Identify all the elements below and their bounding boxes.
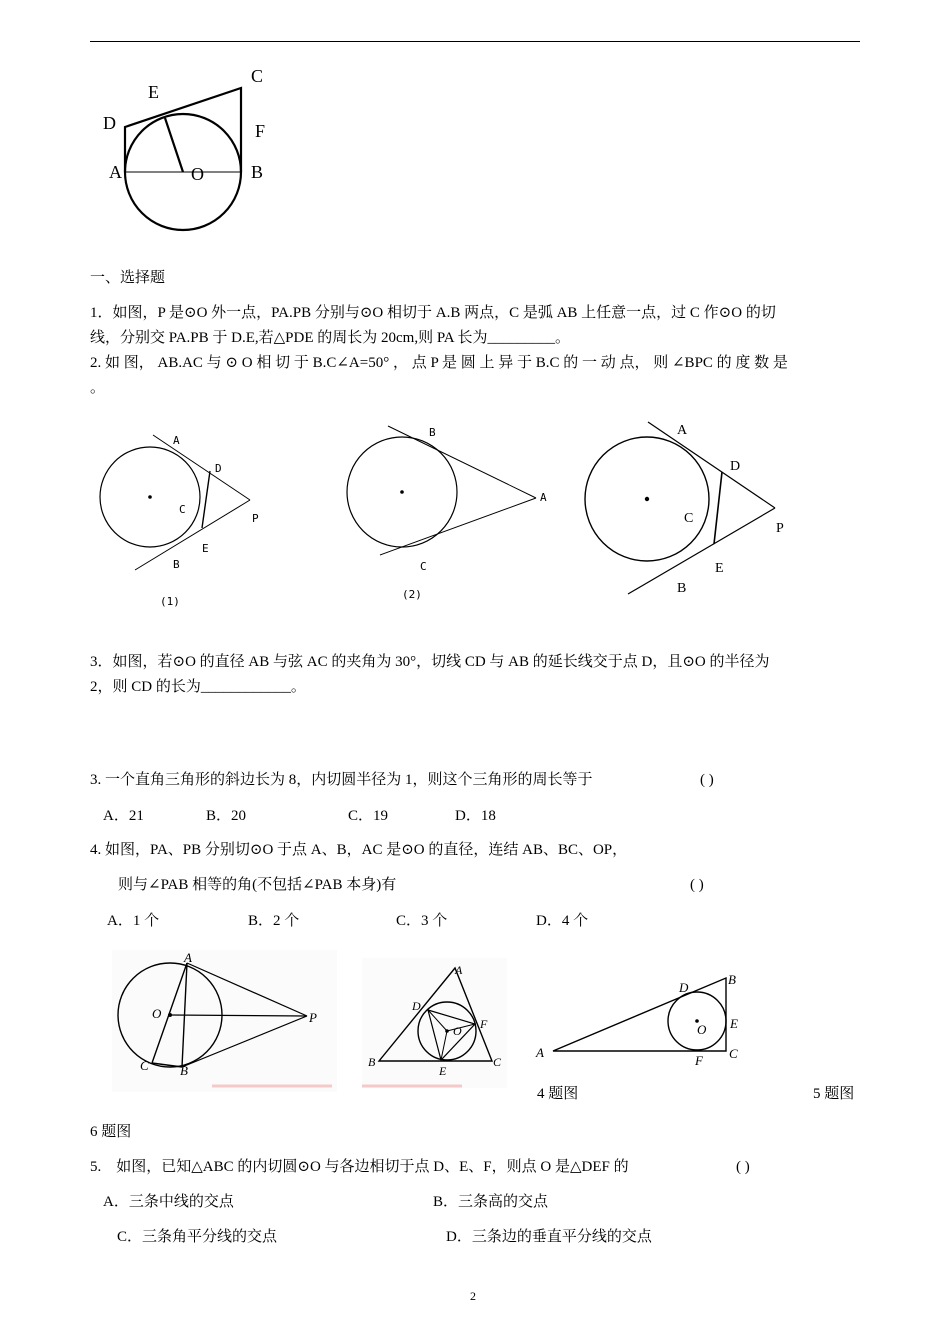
q4-paren: ( )	[690, 877, 704, 893]
fig1-E: E	[202, 542, 209, 555]
fig4-C: C	[140, 1058, 149, 1073]
fig1-P: P	[252, 512, 259, 525]
fig6-C: C	[729, 1046, 738, 1061]
page-number: 2	[470, 1289, 476, 1303]
header-rule	[90, 41, 860, 42]
fig3-E: E	[715, 561, 724, 576]
fig6-E: E	[730, 1016, 738, 1031]
q5-paren: ( )	[736, 1159, 750, 1175]
fig5-D: D	[412, 999, 421, 1013]
label-C: C	[251, 66, 264, 86]
fig3-B: B	[677, 581, 687, 596]
figure-3	[580, 412, 800, 602]
fig5-C: C	[493, 1055, 502, 1069]
q5-option-a: A．三条中线的交点	[103, 1194, 234, 1210]
figure-4	[112, 950, 337, 1092]
q4-option-d: D．4 个	[536, 913, 589, 929]
fig1-D: D	[215, 462, 222, 475]
fig4-B: B	[180, 1063, 188, 1078]
q3b-stem: 3. 一个直角三角形的斜边长为 8，内切圆半径为 1，则这个三角形的周长等于	[90, 772, 593, 788]
q4-option-c: C．3 个	[396, 913, 448, 929]
fig3-C: C	[684, 511, 694, 526]
fig1-B: B	[173, 558, 180, 571]
fig4-A: A	[184, 950, 192, 965]
fig1-A: A	[173, 434, 180, 447]
label-D: D	[103, 113, 116, 133]
label-B: B	[251, 162, 264, 182]
fig2-C: C	[420, 560, 427, 573]
q5-stem: 5. 如图，已知△ABC 的内切圆⊙O 与各边相切于点 D、E、F，则点 O 是△DEF 的	[90, 1159, 629, 1175]
q3a-line2: 2，则 CD 的长为____________。	[90, 679, 306, 695]
q1-line2: 线，分别交 PA.PB 于 D.E,若△PDE 的周长为 20cm,则 PA 长为_________。	[90, 330, 571, 346]
fig2-caption: (2)	[402, 588, 422, 601]
q5-option-b: B．三条高的交点	[433, 1194, 549, 1210]
q4-line2: 则与∠PAB 相等的角(不包括∠PAB 本身)有	[118, 877, 397, 893]
figure-2	[340, 418, 560, 613]
q3b-paren: ( )	[700, 772, 714, 788]
fig4-P: P	[309, 1010, 317, 1025]
q2-line2: 。	[90, 380, 106, 396]
fig3-P: P	[776, 521, 784, 536]
q3b-option-b: B．20	[206, 808, 247, 824]
label-F: F	[255, 121, 266, 141]
fig1-caption: (1)	[160, 595, 180, 608]
fig5-A: A	[455, 963, 463, 977]
fig6-A: A	[536, 1045, 544, 1060]
fig2-B: B	[429, 426, 436, 439]
fig3-A: A	[677, 423, 688, 438]
fig1-C: C	[179, 503, 186, 516]
fig4-O: O	[152, 1006, 162, 1021]
fig5-B: B	[368, 1055, 376, 1069]
fig6-D: D	[679, 980, 689, 995]
caption-6: 6 题图	[90, 1124, 132, 1140]
section-title: 一、选择题	[90, 270, 166, 286]
q3b-option-d: D．18	[455, 808, 496, 824]
q5-option-d: D．三条边的垂直平分线的交点	[446, 1229, 652, 1245]
q1-line1: 1．如图，P 是⊙O 外一点，PA.PB 分别与⊙O 相切于 A.B 两点，C 是弧 AB 上任意一点，过 C 作⊙O 的切	[90, 305, 776, 321]
figure-top	[95, 60, 285, 235]
fig6-O: O	[697, 1022, 707, 1037]
label-A: A	[109, 162, 122, 182]
figure-1	[95, 425, 275, 620]
figure-6	[535, 968, 750, 1070]
q4-line1: 4. 如图，PA、PB 分别切⊙O 于点 A、B，AC 是⊙O 的直径，连结 AB、BC、OP，	[90, 842, 628, 858]
fig3-D: D	[730, 459, 741, 474]
caption-5: 5 题图	[813, 1086, 855, 1102]
fig5-E: E	[439, 1064, 447, 1078]
q5-option-c: C．三条角平分线的交点	[117, 1229, 278, 1245]
q4-option-a: A．1 个	[107, 913, 160, 929]
label-O: O	[191, 164, 204, 184]
caption-4: 4 题图	[537, 1086, 579, 1102]
fig6-F: F	[695, 1053, 703, 1068]
fig5-O: O	[453, 1024, 462, 1038]
fig6-B: B	[728, 972, 736, 987]
fig5-F: F	[480, 1017, 488, 1031]
q2-line1: 2. 如 图， AB.AC 与 ⊙ O 相 切 于 B.C∠A=50° ， 点 P 是 圆 上 异 于 B.C 的 一 动 点， 则 ∠BPC 的 度 数 是	[90, 355, 788, 371]
q3b-option-c: C．19	[348, 808, 389, 824]
label-E: E	[148, 82, 159, 102]
q4-option-b: B．2 个	[248, 913, 300, 929]
q3a-line1: 3．如图，若⊙O 的直径 AB 与弦 AC 的夹角为 30°，切线 CD 与 AB 的延长线交于点 D，且⊙O 的半径为	[90, 654, 770, 670]
q3b-option-a: A．21	[103, 808, 144, 824]
fig2-A: A	[540, 491, 547, 504]
figure-5	[362, 958, 507, 1088]
